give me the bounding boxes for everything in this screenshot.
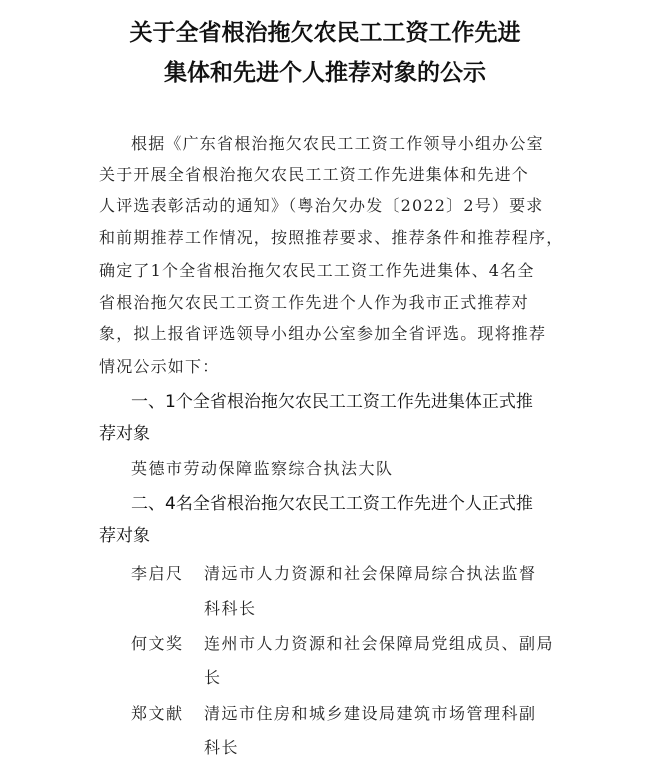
section1-heading-line-2: 荐对象 xyxy=(99,424,150,444)
section2-heading-line-1: 二、4名全省根治拖欠农民工工资工作先进个人正式推 xyxy=(131,494,533,514)
person-title-2-line-2: 长 xyxy=(204,668,222,687)
intro-line-2: 关于开展全省根治拖欠农民工工资工作先进集体和先进个 xyxy=(99,165,530,184)
person-title-3-line-1: 清远市住房和城乡建设局建筑市场管理科副 xyxy=(204,704,537,723)
person-title-1-line-1: 清远市人力资源和社会保障局综合执法监督 xyxy=(204,564,537,583)
intro-line-5: 确定了1个全省根治拖欠农民工工资工作先进集体、4名全 xyxy=(99,261,535,280)
person-title-3-line-2: 科长 xyxy=(204,738,240,757)
section1-heading-line-1: 一、1个全省根治拖欠农民工工资工作先进集体正式推 xyxy=(131,392,533,412)
intro-line-8: 情况公示如下： xyxy=(99,357,220,376)
collective-entity: 英德市劳动保障监察综合执法大队 xyxy=(131,459,394,478)
intro-line-6: 省根治拖欠农民工工资工作先进个人作为我市正式推荐对 xyxy=(99,293,530,312)
section2-heading-line-2: 荐对象 xyxy=(99,526,150,546)
intro-line-7: 象，拟上报省评选领导小组办公室参加全省评选。现将推荐 xyxy=(99,324,547,343)
person-name-3: 郑文献 xyxy=(131,704,184,723)
document-title-line-2: 集体和先进个人推荐对象的公示 xyxy=(164,60,486,86)
person-name-1: 李启尺 xyxy=(131,564,184,583)
person-title-1-line-2: 科科长 xyxy=(204,599,257,618)
document-title-line-1: 关于全省根治拖欠农民工工资工作先进 xyxy=(129,20,521,46)
intro-line-4: 和前期推荐工作情况，按照推荐要求、推荐条件和推荐程序， xyxy=(99,228,564,247)
intro-line-1: 根据《广东省根治拖欠农民工工资工作领导小组办公室 xyxy=(131,134,544,153)
intro-line-3: 人评选表彰活动的通知》（粤治欠办发〔2022〕2号）要求 xyxy=(99,196,544,215)
person-title-2-line-1: 连州市人力资源和社会保障局党组成员、副局 xyxy=(204,634,555,653)
person-name-2: 何文奖 xyxy=(131,634,184,653)
